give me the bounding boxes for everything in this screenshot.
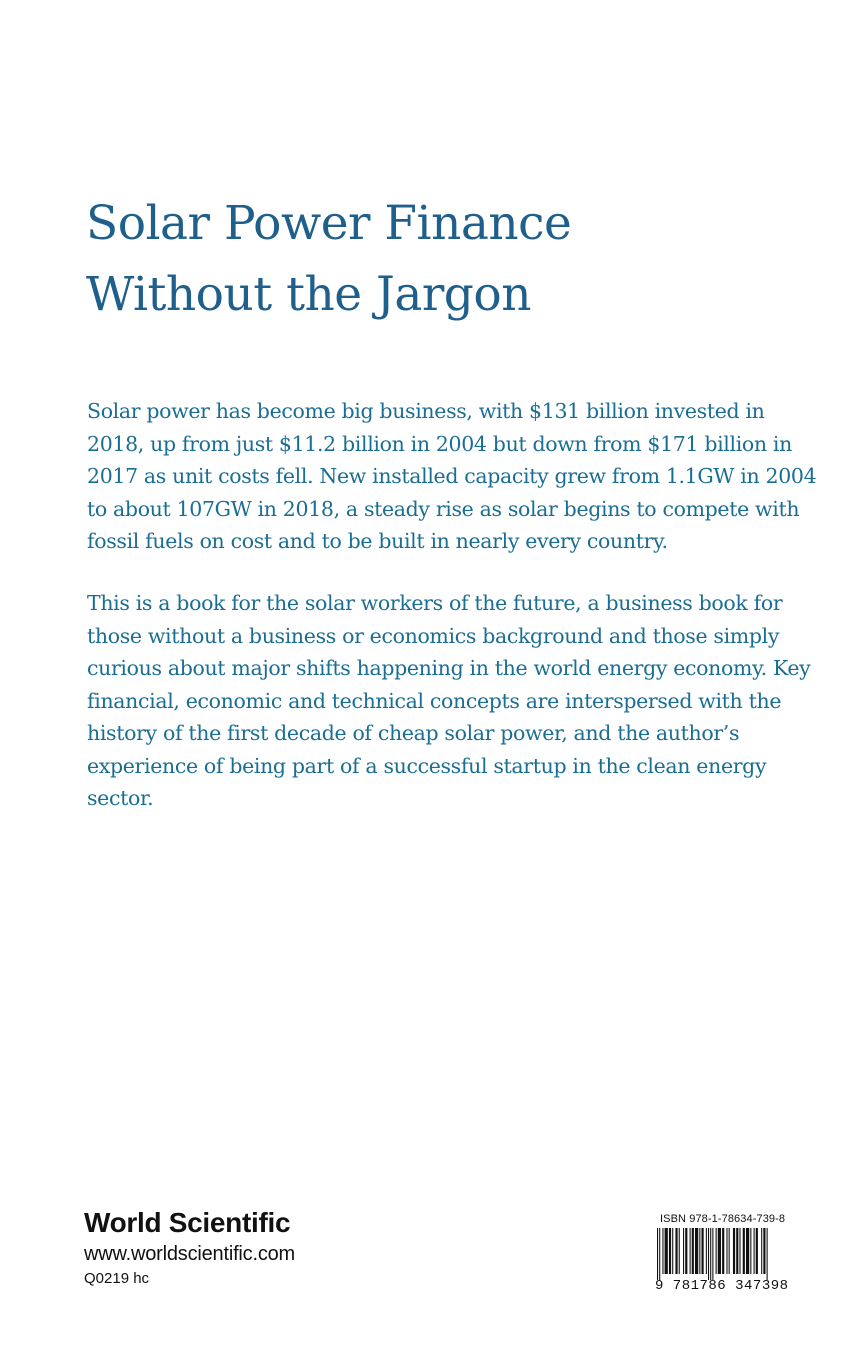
barcode-bar	[672, 1228, 673, 1274]
publisher-code: Q0219 hc	[84, 1270, 150, 1287]
barcode-bar	[750, 1228, 751, 1274]
book-title-line-2: Without the Jargon	[86, 267, 531, 322]
barcode-bar	[736, 1228, 738, 1274]
publisher-name: World Scientific	[84, 1207, 291, 1238]
barcode-bar	[726, 1228, 727, 1274]
barcode-bar	[659, 1228, 660, 1280]
barcode-bar	[679, 1228, 680, 1274]
barcode-digits: 9 781786 347398	[655, 1278, 789, 1294]
barcode-bar	[701, 1228, 703, 1274]
isbn-barcode-block	[655, 1212, 795, 1296]
publisher-url: www.worldscientific.com	[84, 1243, 296, 1265]
barcode-bar	[685, 1228, 687, 1274]
barcode-bar	[729, 1228, 730, 1274]
book-title-line-1: Solar Power Finance	[86, 196, 572, 251]
barcode-bar	[710, 1228, 711, 1280]
barcode-bar	[665, 1228, 668, 1274]
barcode-bar	[683, 1228, 684, 1274]
barcode-bar	[692, 1228, 694, 1274]
barcode-bar	[695, 1228, 698, 1274]
barcode-bar	[657, 1228, 658, 1280]
barcode-bar	[761, 1228, 762, 1274]
barcode-bar	[662, 1228, 663, 1274]
barcode-bar	[669, 1228, 671, 1274]
barcode-bar	[708, 1228, 709, 1280]
barcode-bar	[754, 1228, 755, 1274]
barcode-bar	[690, 1228, 691, 1274]
barcode-bar	[767, 1228, 768, 1280]
barcode-bar	[718, 1228, 721, 1274]
barcode-bar	[746, 1228, 749, 1274]
book-title	[86, 188, 786, 330]
blurb-paragraph-1: Solar power has become big business, with $131 billion invested in 2018, up from just $11.2 billion in 2004 but down from $171 billion in 2017 as unit costs fell. New installed capacity grew from 1.1GW in 2004 to about 107GW in 2018, a steady rise as solar begins to compete with fossil fuels on cost and to be built in nearly every country.	[87, 399, 817, 553]
barcode-bar	[743, 1228, 745, 1274]
barcode-icon	[655, 1228, 795, 1280]
barcode-bar	[722, 1228, 724, 1274]
barcode-bar	[756, 1228, 758, 1274]
barcode-bar	[699, 1228, 700, 1274]
barcode-bar	[763, 1228, 765, 1274]
publisher-block	[84, 1205, 295, 1291]
isbn-label: ISBN 978-1-78634-739-8	[660, 1213, 786, 1225]
barcode-bar	[675, 1228, 677, 1274]
barcode-bar	[733, 1228, 735, 1274]
blurb-paragraph-2: This is a book for the solar workers of the future, a business book for those without a business or economics background and those simply curious about major shifts happening in the world energy economy. Key financial, economic and technical concepts are interspersed with the history of the first decade of cheap solar power, and the author’s experience of being part of a successful startup in the clean energy sector.	[87, 591, 811, 810]
barcode-bar	[716, 1228, 717, 1274]
barcode-bar	[712, 1228, 713, 1280]
barcode-bar	[739, 1228, 740, 1274]
barcode-bar	[706, 1228, 707, 1274]
